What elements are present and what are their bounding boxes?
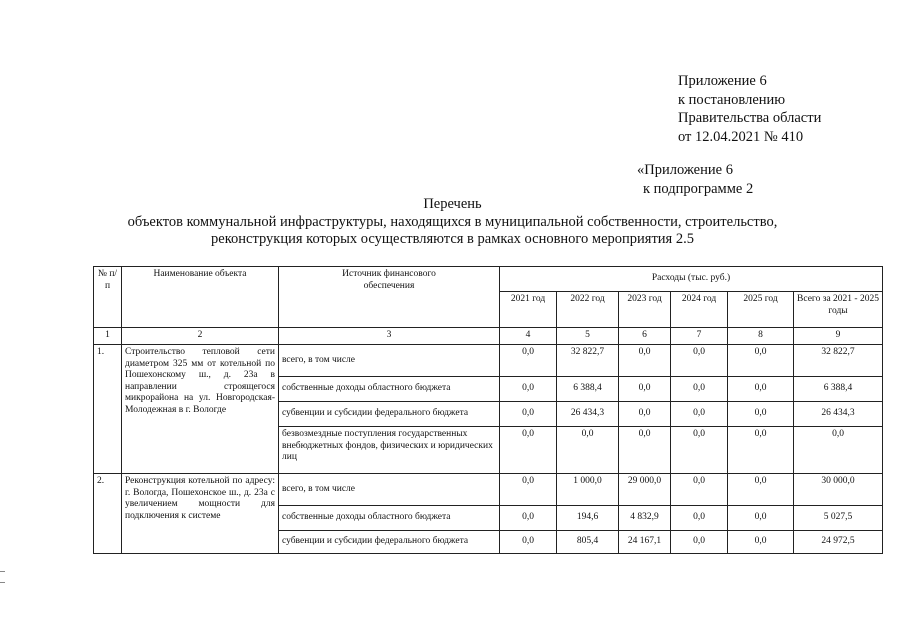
column-number: 5 bbox=[557, 328, 619, 345]
title-line: реконструкция которых осуществляются в рамках основного мероприятия 2.5 bbox=[211, 231, 694, 247]
value-cell: 0,0 bbox=[671, 377, 728, 402]
header-year: 2025 год bbox=[728, 292, 794, 328]
source-cell: субвенции и субсидии федерального бюджета bbox=[279, 531, 500, 554]
value-cell: 30 000,0 bbox=[794, 474, 883, 506]
value-cell: 0,0 bbox=[728, 377, 794, 402]
header-expenses: Расходы (тыс. руб.) bbox=[500, 267, 883, 292]
value-cell: 0,0 bbox=[500, 531, 557, 554]
header-num: № п/п bbox=[94, 267, 122, 328]
value-cell: 29 000,0 bbox=[619, 474, 671, 506]
value-cell: 0,0 bbox=[500, 345, 557, 377]
value-cell: 4 832,9 bbox=[619, 506, 671, 531]
object-name: Реконструкция котельной по адресу: г. Вологда, Пошехонское ш., д. 23а с увеличением мощности для подключения к системе bbox=[122, 474, 279, 554]
value-cell: 0,0 bbox=[728, 345, 794, 377]
source-cell: всего, в том числе bbox=[279, 474, 500, 506]
header-year-total: Всего за 2021 - 2025 годы bbox=[794, 292, 883, 328]
value-cell: 0,0 bbox=[671, 427, 728, 474]
column-number: 7 bbox=[671, 328, 728, 345]
value-cell: 26 434,3 bbox=[557, 402, 619, 427]
value-cell: 0,0 bbox=[728, 506, 794, 531]
document-title bbox=[0, 196, 905, 249]
column-number: 4 bbox=[500, 328, 557, 345]
value-cell: 1 000,0 bbox=[557, 474, 619, 506]
appendix2-line: «Приложение 6 bbox=[637, 162, 733, 178]
value-cell: 0,0 bbox=[728, 427, 794, 474]
source-cell: безвозмездные поступления государственных внебюджетных фондов, физических и юридических лиц bbox=[279, 427, 500, 474]
appendix-line: Правительства области bbox=[678, 110, 822, 126]
value-cell: 0,0 bbox=[794, 427, 883, 474]
value-cell: 0,0 bbox=[619, 377, 671, 402]
value-cell: 0,0 bbox=[671, 531, 728, 554]
header-year: 2024 год bbox=[671, 292, 728, 328]
value-cell: 5 027,5 bbox=[794, 506, 883, 531]
column-number: 1 bbox=[94, 328, 122, 345]
value-cell: 0,0 bbox=[619, 427, 671, 474]
column-number: 8 bbox=[728, 328, 794, 345]
value-cell: 0,0 bbox=[671, 345, 728, 377]
value-cell: 0,0 bbox=[671, 474, 728, 506]
objects-table bbox=[93, 266, 883, 554]
column-number: 9 bbox=[794, 328, 883, 345]
value-cell: 26 434,3 bbox=[794, 402, 883, 427]
appendix-line: к постановлению bbox=[678, 91, 786, 108]
object-name: Строительство тепловой сети диаметром 325 мм от котельной по Пошехонскому ш., д. 23а в направлении строящегося микрорайона на ул. Новгородская-Молодежная в г. Вологде bbox=[122, 345, 279, 474]
source-cell: собственные доходы областного бюджета bbox=[279, 506, 500, 531]
header-year: 2021 год bbox=[500, 292, 557, 328]
appendix-line: Приложение 6 bbox=[678, 73, 767, 89]
column-number: 2 bbox=[122, 328, 279, 345]
column-number: 6 bbox=[619, 328, 671, 345]
value-cell: 0,0 bbox=[728, 402, 794, 427]
source-cell: всего, в том числе bbox=[279, 345, 500, 377]
header-year: 2023 год bbox=[619, 292, 671, 328]
value-cell: 0,0 bbox=[728, 531, 794, 554]
object-num: 2. bbox=[94, 474, 122, 554]
value-cell: 24 972,5 bbox=[794, 531, 883, 554]
value-cell: 6 388,4 bbox=[557, 377, 619, 402]
value-cell: 0,0 bbox=[619, 345, 671, 377]
value-cell: 194,6 bbox=[557, 506, 619, 531]
value-cell: 0,0 bbox=[500, 506, 557, 531]
header-year: 2022 год bbox=[557, 292, 619, 328]
value-cell: 0,0 bbox=[728, 474, 794, 506]
header-name: Наименование объекта bbox=[122, 267, 279, 328]
title-line: объектов коммунальной инфраструктуры, находящихся в муниципальной собственности, строительство, bbox=[127, 213, 778, 230]
value-cell: 0,0 bbox=[619, 402, 671, 427]
value-cell: 32 822,7 bbox=[557, 345, 619, 377]
scan-edge-mark bbox=[0, 571, 5, 583]
object-num: 1. bbox=[94, 345, 122, 474]
value-cell: 0,0 bbox=[671, 506, 728, 531]
header-source: Источник финансового обеспечения bbox=[279, 267, 500, 328]
value-cell: 0,0 bbox=[500, 427, 557, 474]
value-cell: 0,0 bbox=[671, 402, 728, 427]
source-cell: собственные доходы областного бюджета bbox=[279, 377, 500, 402]
value-cell: 0,0 bbox=[500, 377, 557, 402]
source-cell: субвенции и субсидии федерального бюджета bbox=[279, 402, 500, 427]
value-cell: 32 822,7 bbox=[794, 345, 883, 377]
column-number: 3 bbox=[279, 328, 500, 345]
value-cell: 805,4 bbox=[557, 531, 619, 554]
appendix2-line: к подпрограмме 2 bbox=[643, 180, 754, 197]
appendix-header bbox=[678, 72, 821, 146]
title-line: Перечень bbox=[423, 196, 482, 212]
value-cell: 0,0 bbox=[500, 402, 557, 427]
appendix-line: от 12.04.2021 № 410 bbox=[678, 128, 804, 145]
value-cell: 0,0 bbox=[500, 474, 557, 506]
subprogram-appendix-header bbox=[637, 161, 753, 198]
value-cell: 24 167,1 bbox=[619, 531, 671, 554]
value-cell: 6 388,4 bbox=[794, 377, 883, 402]
value-cell: 0,0 bbox=[557, 427, 619, 474]
